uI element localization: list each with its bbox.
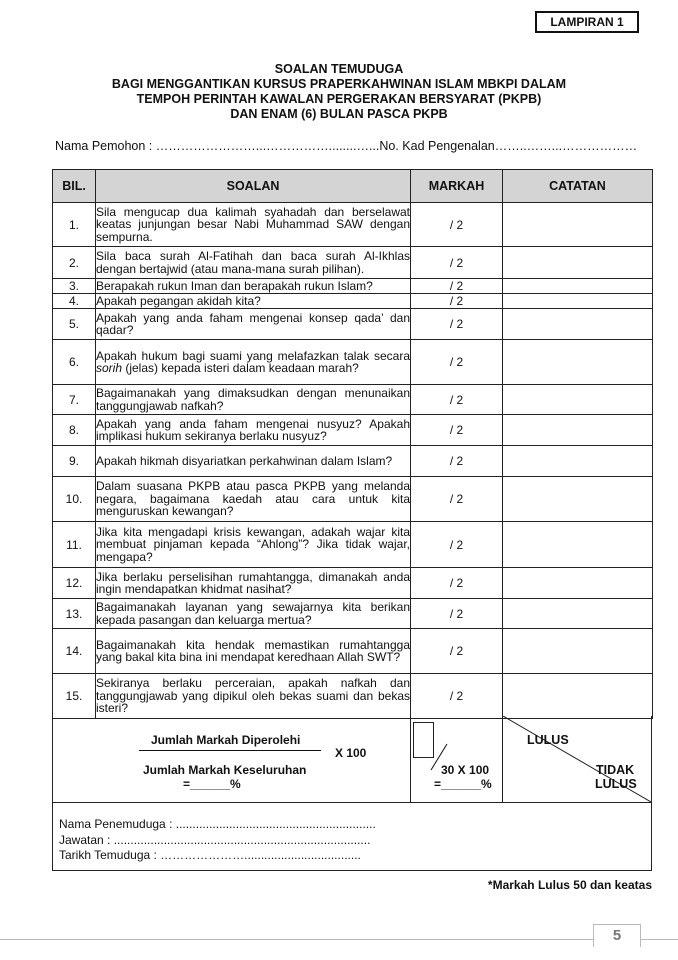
question-text-italic: sorih [96, 361, 123, 375]
question-text: Jika berlaku perselisihan rumahtangga, dimanakah anda ingin mendapatkan khidmat nasihat? [96, 568, 411, 599]
question-text-part: (jelas) kepada isteri dalam keadaan marah? [122, 361, 359, 375]
question-mark: / 2 [411, 247, 503, 279]
percentage-result: =______% [183, 777, 241, 791]
table-row [53, 629, 653, 674]
question-text: Bagaimanakah layanan yang sewajarnya kita berikan kepada pasangan dan keluarga mertua? [96, 600, 410, 627]
question-catatan [503, 247, 653, 279]
question-text: Sila mengucap dua kalimah syahadah dan berselawat keatas junjungan besar Nabi Muhammad SAW dengan sempurna. [96, 203, 411, 247]
question-mark: / 2 [411, 446, 503, 477]
question-text: Apakah pegangan akidah kita? [96, 294, 411, 309]
question-table [52, 169, 653, 719]
table-row [53, 477, 653, 522]
question-mark: / 2 [411, 522, 503, 568]
question-catatan [503, 446, 653, 477]
question-mark: / 2 [411, 568, 503, 599]
table-row [53, 340, 653, 385]
question-number: 4. [53, 294, 96, 309]
question-number: 7. [53, 385, 96, 415]
question-text: Dalam suasana PKPB atau pasca PKPB yang melanda negara, bagaimana kaedah atau cara untuk kita menguruskan kewangan? [96, 477, 411, 522]
question-mark: / 2 [411, 629, 503, 674]
question-number: 13. [53, 599, 96, 629]
question-text: Apakah yang anda faham mengenai nusyuz? Apakah implikasi hukum sekiranya berlaku nusyuz? [96, 415, 411, 446]
table-row [53, 674, 653, 719]
question-catatan [503, 203, 653, 247]
question-catatan [503, 385, 653, 415]
question-catatan [503, 568, 653, 599]
table-header-row [53, 170, 653, 203]
table-row [53, 415, 653, 446]
question-number: 11. [53, 522, 96, 568]
divider [410, 716, 411, 802]
question-text: Bagaimanakah yang dimaksudkan dengan menunaikan tanggungjawab nafkah? [96, 386, 410, 413]
times-100: X 100 [335, 746, 367, 760]
question-catatan [503, 294, 653, 309]
question-mark: / 2 [411, 203, 503, 247]
question-catatan [503, 522, 653, 568]
question-mark: / 2 [411, 599, 503, 629]
title-line-2: BAGI MENGGANTIKAN KURSUS PRAPERKAHWINAN ISLAM MBKPI DALAM [111, 77, 567, 91]
question-catatan [503, 279, 653, 294]
score-percentage: =______% [434, 777, 492, 791]
question-catatan [503, 599, 653, 629]
question-text: Bagaimanakah kita hendak memastikan rumahtangga yang bakal kita bina ini mendapat keredhaan Allah SWT? [96, 629, 411, 674]
title-line-4: DAN ENAM (6) BULAN PASCA PKPB [230, 107, 448, 121]
question-number: 9. [53, 446, 96, 477]
question-number: 12. [53, 568, 96, 599]
question-text: Apakah hikmah disyariatkan perkahwinan dalam Islam? [96, 446, 411, 477]
table-row [53, 294, 653, 309]
question-catatan [503, 477, 653, 522]
question-mark: / 2 [411, 674, 503, 719]
question-text: Sekiranya berlaku perceraian, apakah nafkah dan tanggungjawab yang dipikul oleh bekas suami dan bekas isteri? [96, 674, 411, 719]
question-number: 2. [53, 247, 96, 279]
question-catatan [503, 309, 653, 340]
question-text: Berapakah rukun Iman dan berapakah rukun Islam? [96, 279, 411, 294]
score-numerator: Jumlah Markah Diperolehi [151, 733, 301, 747]
table-row [53, 568, 653, 599]
table-row [53, 309, 653, 340]
question-mark: / 2 [411, 279, 503, 294]
question-number: 15. [53, 674, 96, 719]
document-title [0, 62, 678, 122]
question-number: 3. [53, 279, 96, 294]
page-number: 5 [593, 924, 641, 947]
table-row [53, 247, 653, 279]
question-mark: / 2 [411, 309, 503, 340]
question-catatan [503, 415, 653, 446]
question-number: 5. [53, 309, 96, 340]
penemuduga-line: Nama Penemuduga : ............................................................ [59, 817, 376, 831]
question-number: 10. [53, 477, 96, 522]
table-row [53, 203, 653, 247]
header-catatan: CATATAN [503, 170, 653, 203]
title-line-1: SOALAN TEMUDUGA [274, 62, 404, 76]
question-text-part: Apakah hukum bagi suami yang melafazkan talak secara [96, 348, 410, 363]
footer-line [0, 939, 678, 940]
question-number: 1. [53, 203, 96, 247]
score-denominator: Jumlah Markah Keseluruhan [143, 763, 307, 777]
score-summary [52, 716, 652, 803]
question-text [96, 340, 411, 385]
tarikh-line: Tarikh Temuduga : …………………................................... [59, 848, 361, 862]
header-soalan: SOALAN [96, 170, 411, 203]
question-text: Jika kita mengadapi krisis kewangan, adakah wajar kita membuat pinjaman kepada “Ahlong”? Jika tidak wajar, mengapa? [96, 522, 411, 568]
title-line-3: TEMPOH PERINTAH KAWALAN PERGERAKAN BERSYARAT (PKPB) [136, 92, 542, 106]
table-row [53, 446, 653, 477]
question-mark: / 2 [411, 477, 503, 522]
interviewer-info [52, 802, 652, 871]
table-row [53, 522, 653, 568]
jawatan-line: Jawatan : ............................................................................. [59, 832, 371, 847]
question-mark: / 2 [411, 385, 503, 415]
question-text: Apakah yang anda faham mengenai konsep qada’ dan qadar? [96, 309, 411, 340]
question-number: 14. [53, 629, 96, 674]
applicant-line: Nama Pemohon : ……………………...……………........…...No. Kad Pengenalan……..……...……………… [55, 139, 638, 153]
table-row [53, 279, 653, 294]
question-catatan [503, 674, 653, 719]
question-mark: / 2 [411, 415, 503, 446]
question-number: 8. [53, 415, 96, 446]
header-markah: MARKAH [411, 170, 503, 203]
question-mark: / 2 [411, 340, 503, 385]
question-catatan [503, 629, 653, 674]
tidak-lulus-label: LULUS [595, 777, 637, 791]
header-bil: BIL. [53, 170, 96, 203]
pass-note: *Markah Lulus 50 dan keatas [487, 878, 652, 892]
lampiran-label: LAMPIRAN 1 [535, 11, 639, 33]
tidak-label: TIDAK [596, 763, 635, 777]
lulus-label: LULUS [527, 733, 569, 747]
table-row [53, 599, 653, 629]
table-row [53, 385, 653, 415]
question-catatan [503, 340, 653, 385]
question-mark: / 2 [411, 294, 503, 309]
question-number: 6. [53, 340, 96, 385]
question-text: Sila baca surah Al-Fatihah dan baca surah Al-Ikhlas dengan bertajwid (atau mana-mana surah pilihan). [96, 247, 411, 279]
score-formula: 30 X 100 [441, 763, 490, 777]
fraction-line [139, 750, 321, 751]
